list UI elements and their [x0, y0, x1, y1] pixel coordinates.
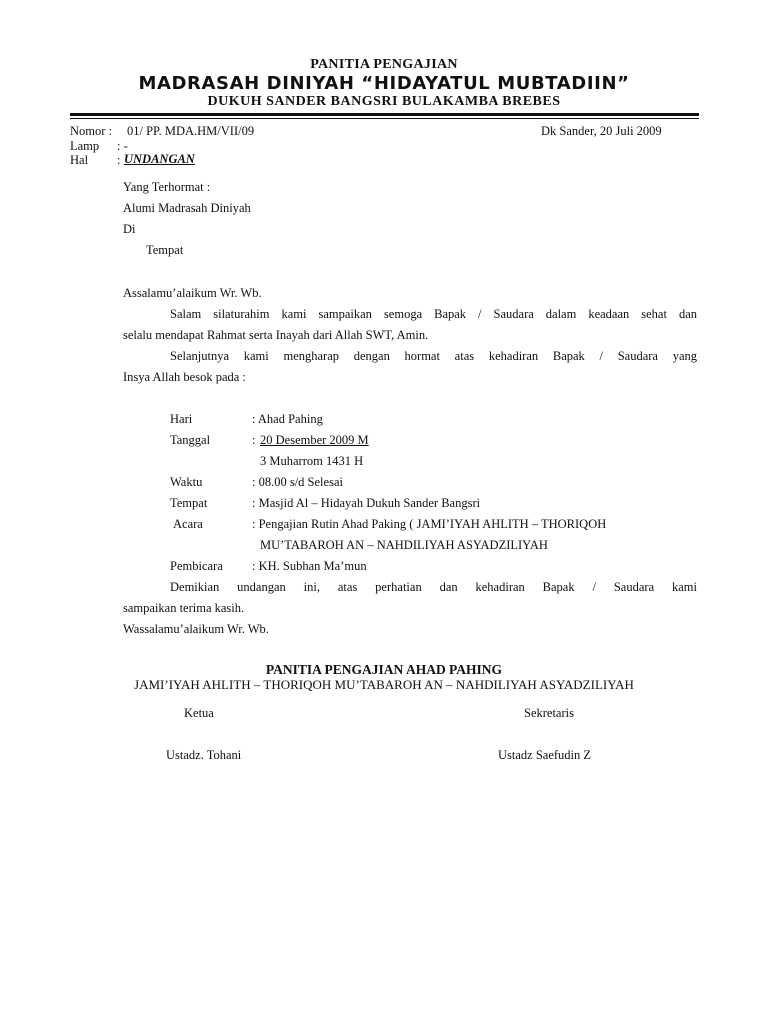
paragraph2-line2: Insya Allah besok pada : — [123, 370, 246, 384]
pembicara-value: : KH. Subhan Ma’mun — [252, 559, 367, 573]
hal-value: UNDANGAN — [124, 152, 195, 166]
recipient-line4: Tempat — [146, 243, 184, 257]
paragraph1-line2: selalu mendapat Rahmat serta Inayah dari Allah SWT, Amin. — [123, 328, 429, 342]
nomor-label: Nomor : — [70, 124, 113, 138]
letterhead-address: DUKUH SANDER BANGSRI BULAKAMBA BREBES — [207, 94, 561, 109]
closing-line2: sampaikan terima kasih. — [123, 601, 245, 615]
waktu-value: : 08.00 s/d Selesai — [252, 475, 343, 489]
place-date: Dk Sander, 20 Juli 2009 — [541, 124, 662, 138]
closing-line1: Demikian undangan ini, atas perhatian dan kehadiran Bapak / Saudara kami — [170, 580, 697, 594]
hari-value: : Ahad Pahing — [252, 412, 323, 426]
recipient-line2: Alumi Madrasah Diniyah — [123, 201, 251, 215]
nomor-value: 01/ PP. MDA.HM/VII/09 — [127, 124, 255, 138]
letterhead-rule-thick — [70, 113, 699, 116]
letterhead-title: MADRASAH DINIYAH “HIDAYATUL MUBTADIIN” — [138, 73, 630, 94]
lamp-value: : - — [117, 139, 128, 153]
waktu-label: Waktu — [170, 475, 203, 489]
tanggal-colon: : — [252, 433, 256, 447]
ketua-name: Ustadz. Tohani — [166, 748, 242, 762]
hari-label: Hari — [170, 412, 193, 426]
lamp-label: Lamp — [70, 139, 100, 153]
tanggal-label: Tanggal — [170, 433, 211, 447]
hal-colon: : — [117, 153, 121, 167]
recipient-line1: Yang Terhormat : — [123, 180, 211, 194]
sekretaris-name: Ustadz Saefudin Z — [498, 748, 592, 762]
pembicara-label: Pembicara — [170, 559, 223, 573]
closing-line3: Wassalamu’alaikum Wr. Wb. — [123, 622, 269, 636]
tanggal-value: 20 Desember 2009 M — [260, 433, 369, 447]
tempat-value: : Masjid Al – Hidayah Dukuh Sander Bangsri — [252, 496, 481, 510]
acara-value-line2: MU’TABAROH AN – NAHDILIYAH ASYADZILIYAH — [260, 538, 548, 552]
letterhead-rule-thin — [70, 118, 699, 119]
sekretaris-label: Sekretaris — [524, 706, 574, 720]
letterhead-line1: PANITIA PENGAJIAN — [310, 57, 458, 72]
greeting: Assalamu’alaikum Wr. Wb. — [123, 286, 262, 300]
ketua-label: Ketua — [184, 706, 214, 720]
paragraph1-line1: Salam silaturahim kami sampaikan semoga Bapak / Saudara dalam keadaan sehat dan — [170, 307, 697, 321]
tanggal-hijri: 3 Muharrom 1431 H — [260, 454, 364, 468]
hal-label: Hal — [70, 153, 89, 167]
acara-value-line1: : Pengajian Rutin Ahad Paking ( JAMI’IYAH AHLITH – THORIQOH — [252, 517, 607, 531]
footer-org-title: PANITIA PENGAJIAN AHAD PAHING — [265, 662, 503, 677]
tempat-label: Tempat — [170, 496, 208, 510]
acara-label: Acara — [173, 517, 203, 531]
paragraph2-line1: Selanjutnya kami mengharap dengan hormat atas kehadiran Bapak / Saudara yang — [170, 349, 697, 363]
recipient-line3: Di — [123, 222, 136, 236]
footer-org-subtitle: JAMI’IYAH AHLITH – THORIQOH MU’TABAROH AN – NAHDILIYAH ASYADZILIYAH — [134, 677, 634, 692]
